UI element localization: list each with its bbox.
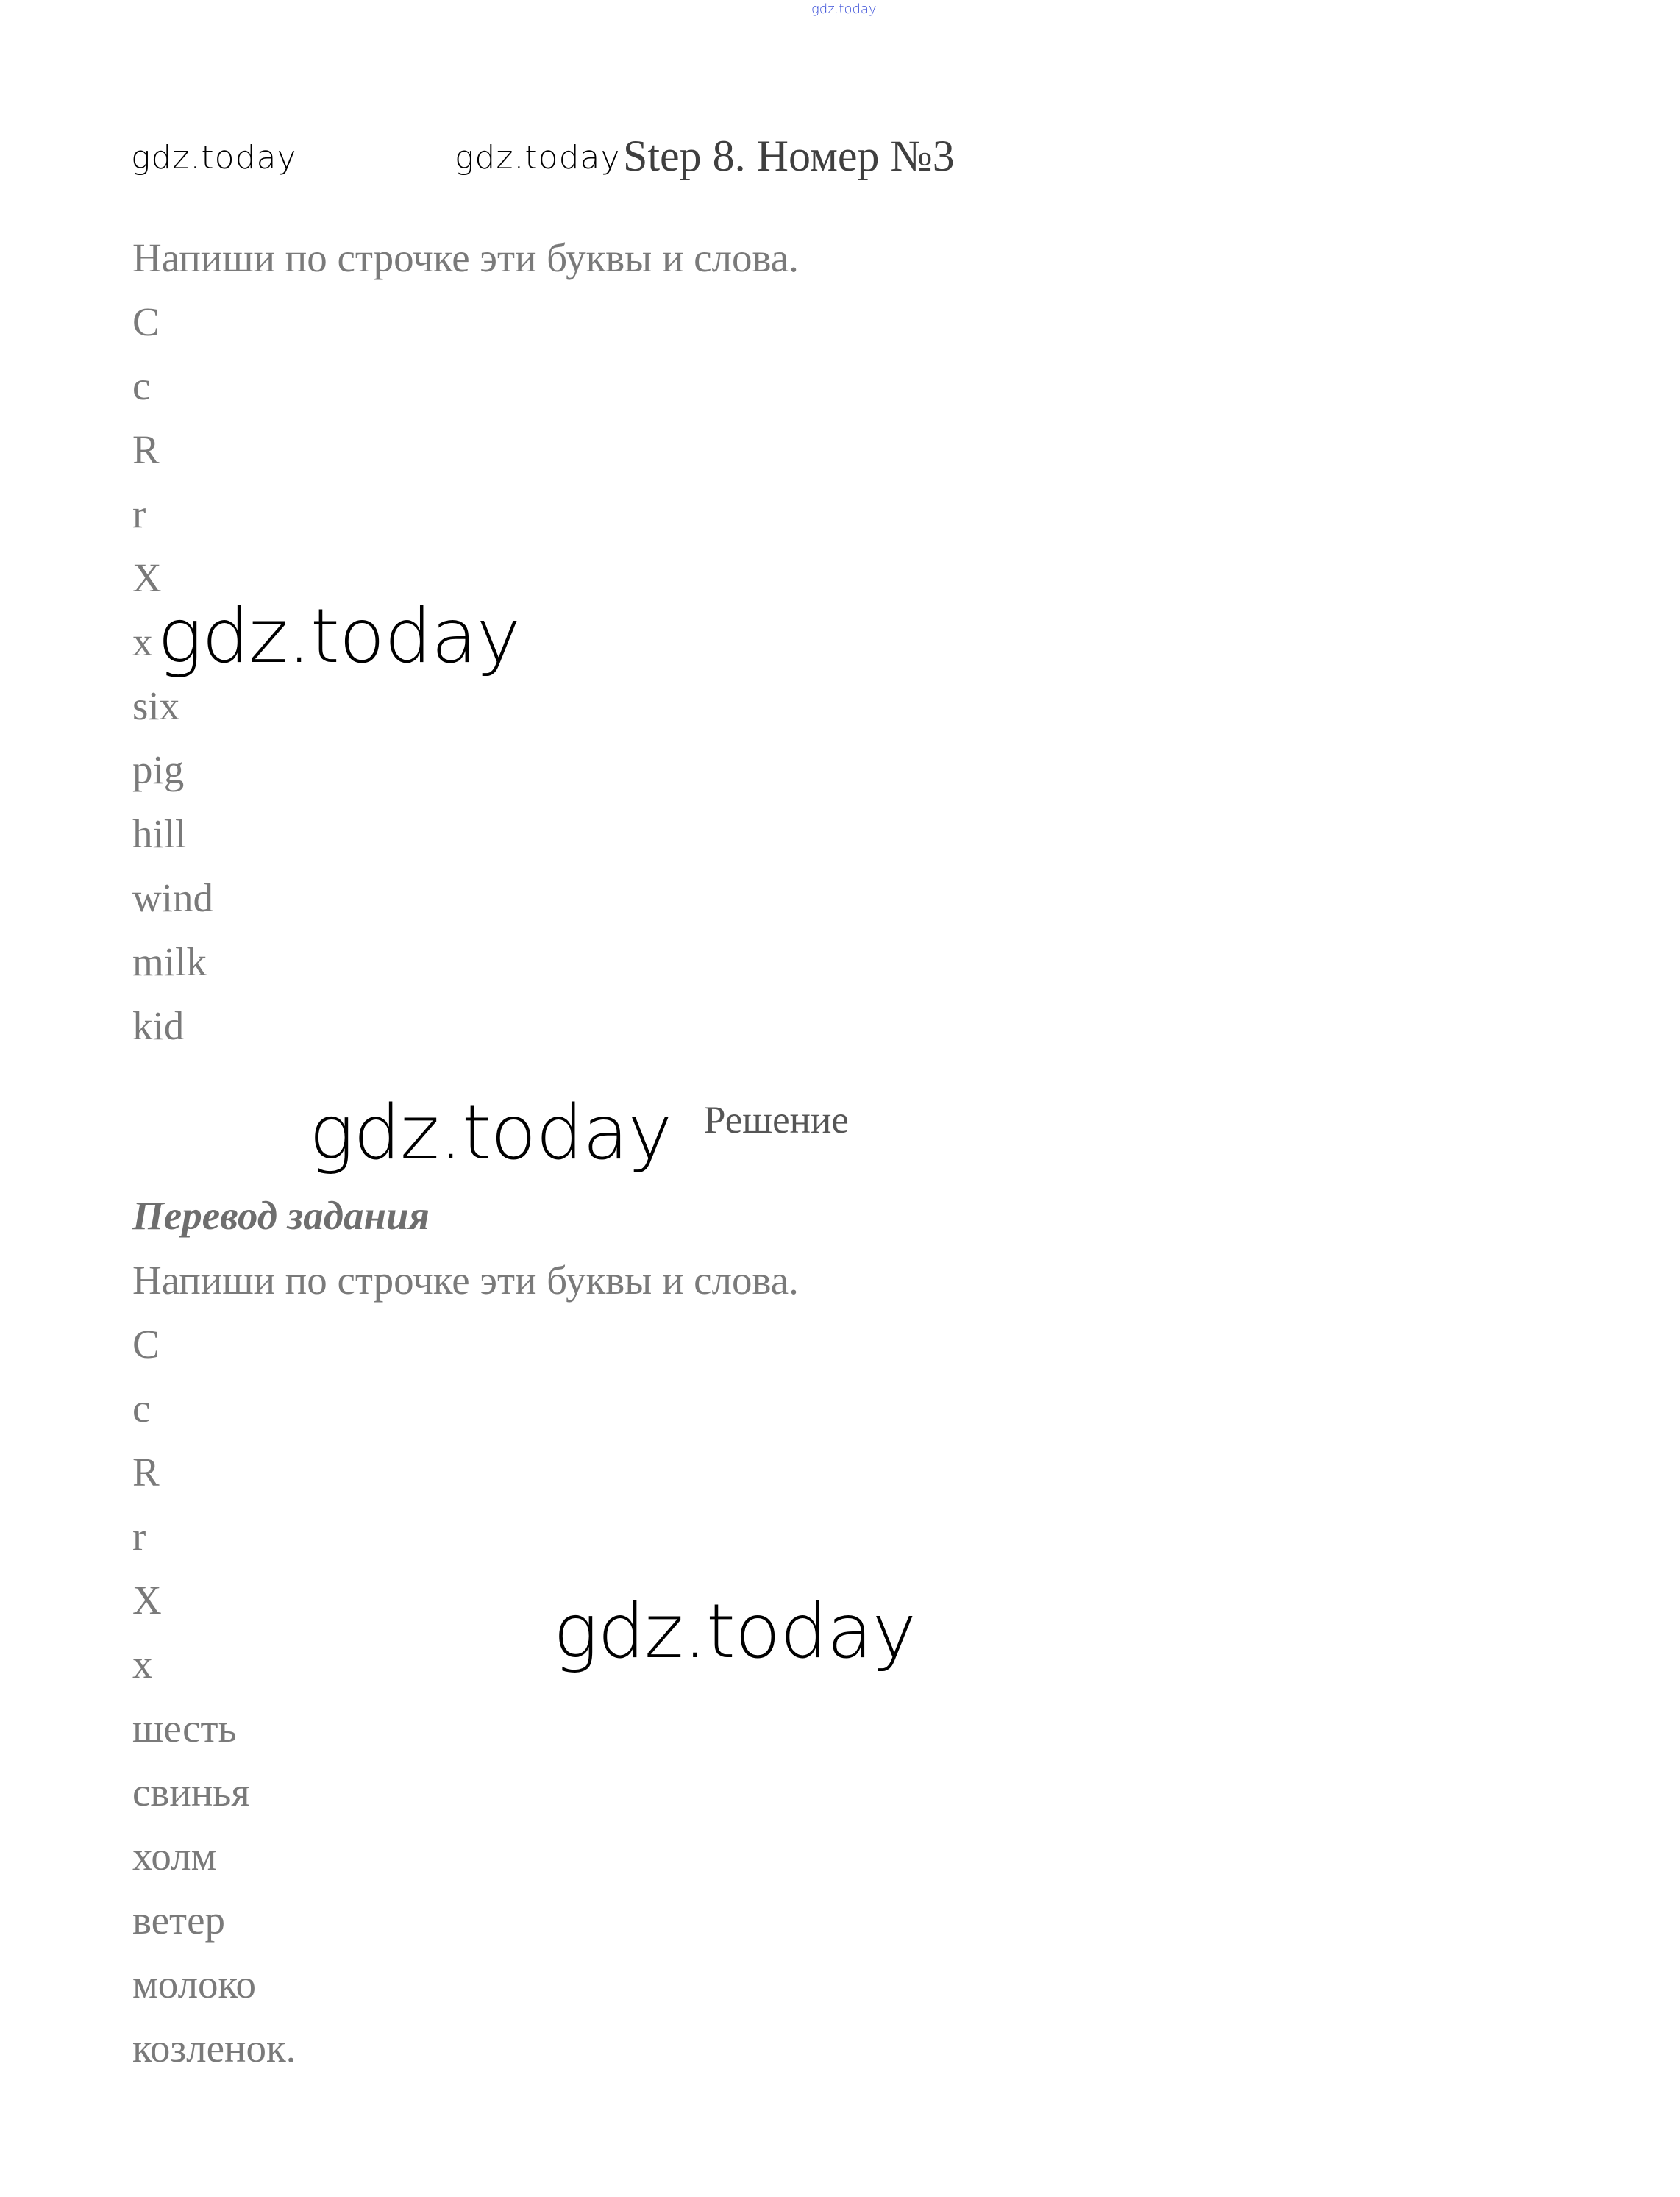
translation-item: молоко bbox=[132, 1962, 256, 2007]
task-item: pig bbox=[132, 747, 185, 792]
task-item: six bbox=[132, 683, 180, 728]
page-title: Step 8. Номер №3 bbox=[623, 132, 955, 180]
solution-label: Решение bbox=[704, 1099, 849, 1142]
translation-item: свинья bbox=[132, 1770, 250, 1815]
watermark-large: gdz.today bbox=[309, 1089, 672, 1177]
task-item: c bbox=[132, 363, 151, 408]
translation-instruction: Напиши по строчке эти буквы и слова. bbox=[132, 1258, 799, 1303]
watermark-header-right: gdz.today bbox=[455, 139, 621, 177]
task-item: milk bbox=[132, 939, 207, 984]
translation-item: C bbox=[132, 1322, 160, 1367]
watermark-large: gdz.today bbox=[157, 593, 520, 680]
task-item: R bbox=[132, 427, 160, 472]
translation-item: холм bbox=[132, 1834, 217, 1879]
task-item: r bbox=[132, 491, 146, 536]
watermark-large: gdz.today bbox=[553, 1588, 916, 1676]
task-instruction: Напиши по строчке эти буквы и слова. bbox=[132, 235, 799, 280]
translation-item: ветер bbox=[132, 1898, 226, 1943]
translation-title: Перевод задания bbox=[132, 1193, 430, 1238]
translation-item: X bbox=[132, 1578, 162, 1623]
task-item: hill bbox=[132, 811, 187, 856]
translation-item: x bbox=[132, 1642, 153, 1687]
translation-item: козленок. bbox=[132, 2026, 296, 2070]
translation-item: шесть bbox=[132, 1706, 237, 1751]
task-item: C bbox=[132, 299, 160, 344]
watermark-top: gdz.today bbox=[811, 1, 877, 17]
task-item: wind bbox=[132, 875, 213, 920]
watermark-header-left: gdz.today bbox=[131, 139, 297, 177]
task-item: kid bbox=[132, 1003, 185, 1048]
task-item: x bbox=[132, 619, 153, 664]
translation-item: r bbox=[132, 1514, 146, 1559]
translation-item: R bbox=[132, 1450, 160, 1495]
translation-item: c bbox=[132, 1386, 151, 1431]
task-item: X bbox=[132, 555, 162, 600]
